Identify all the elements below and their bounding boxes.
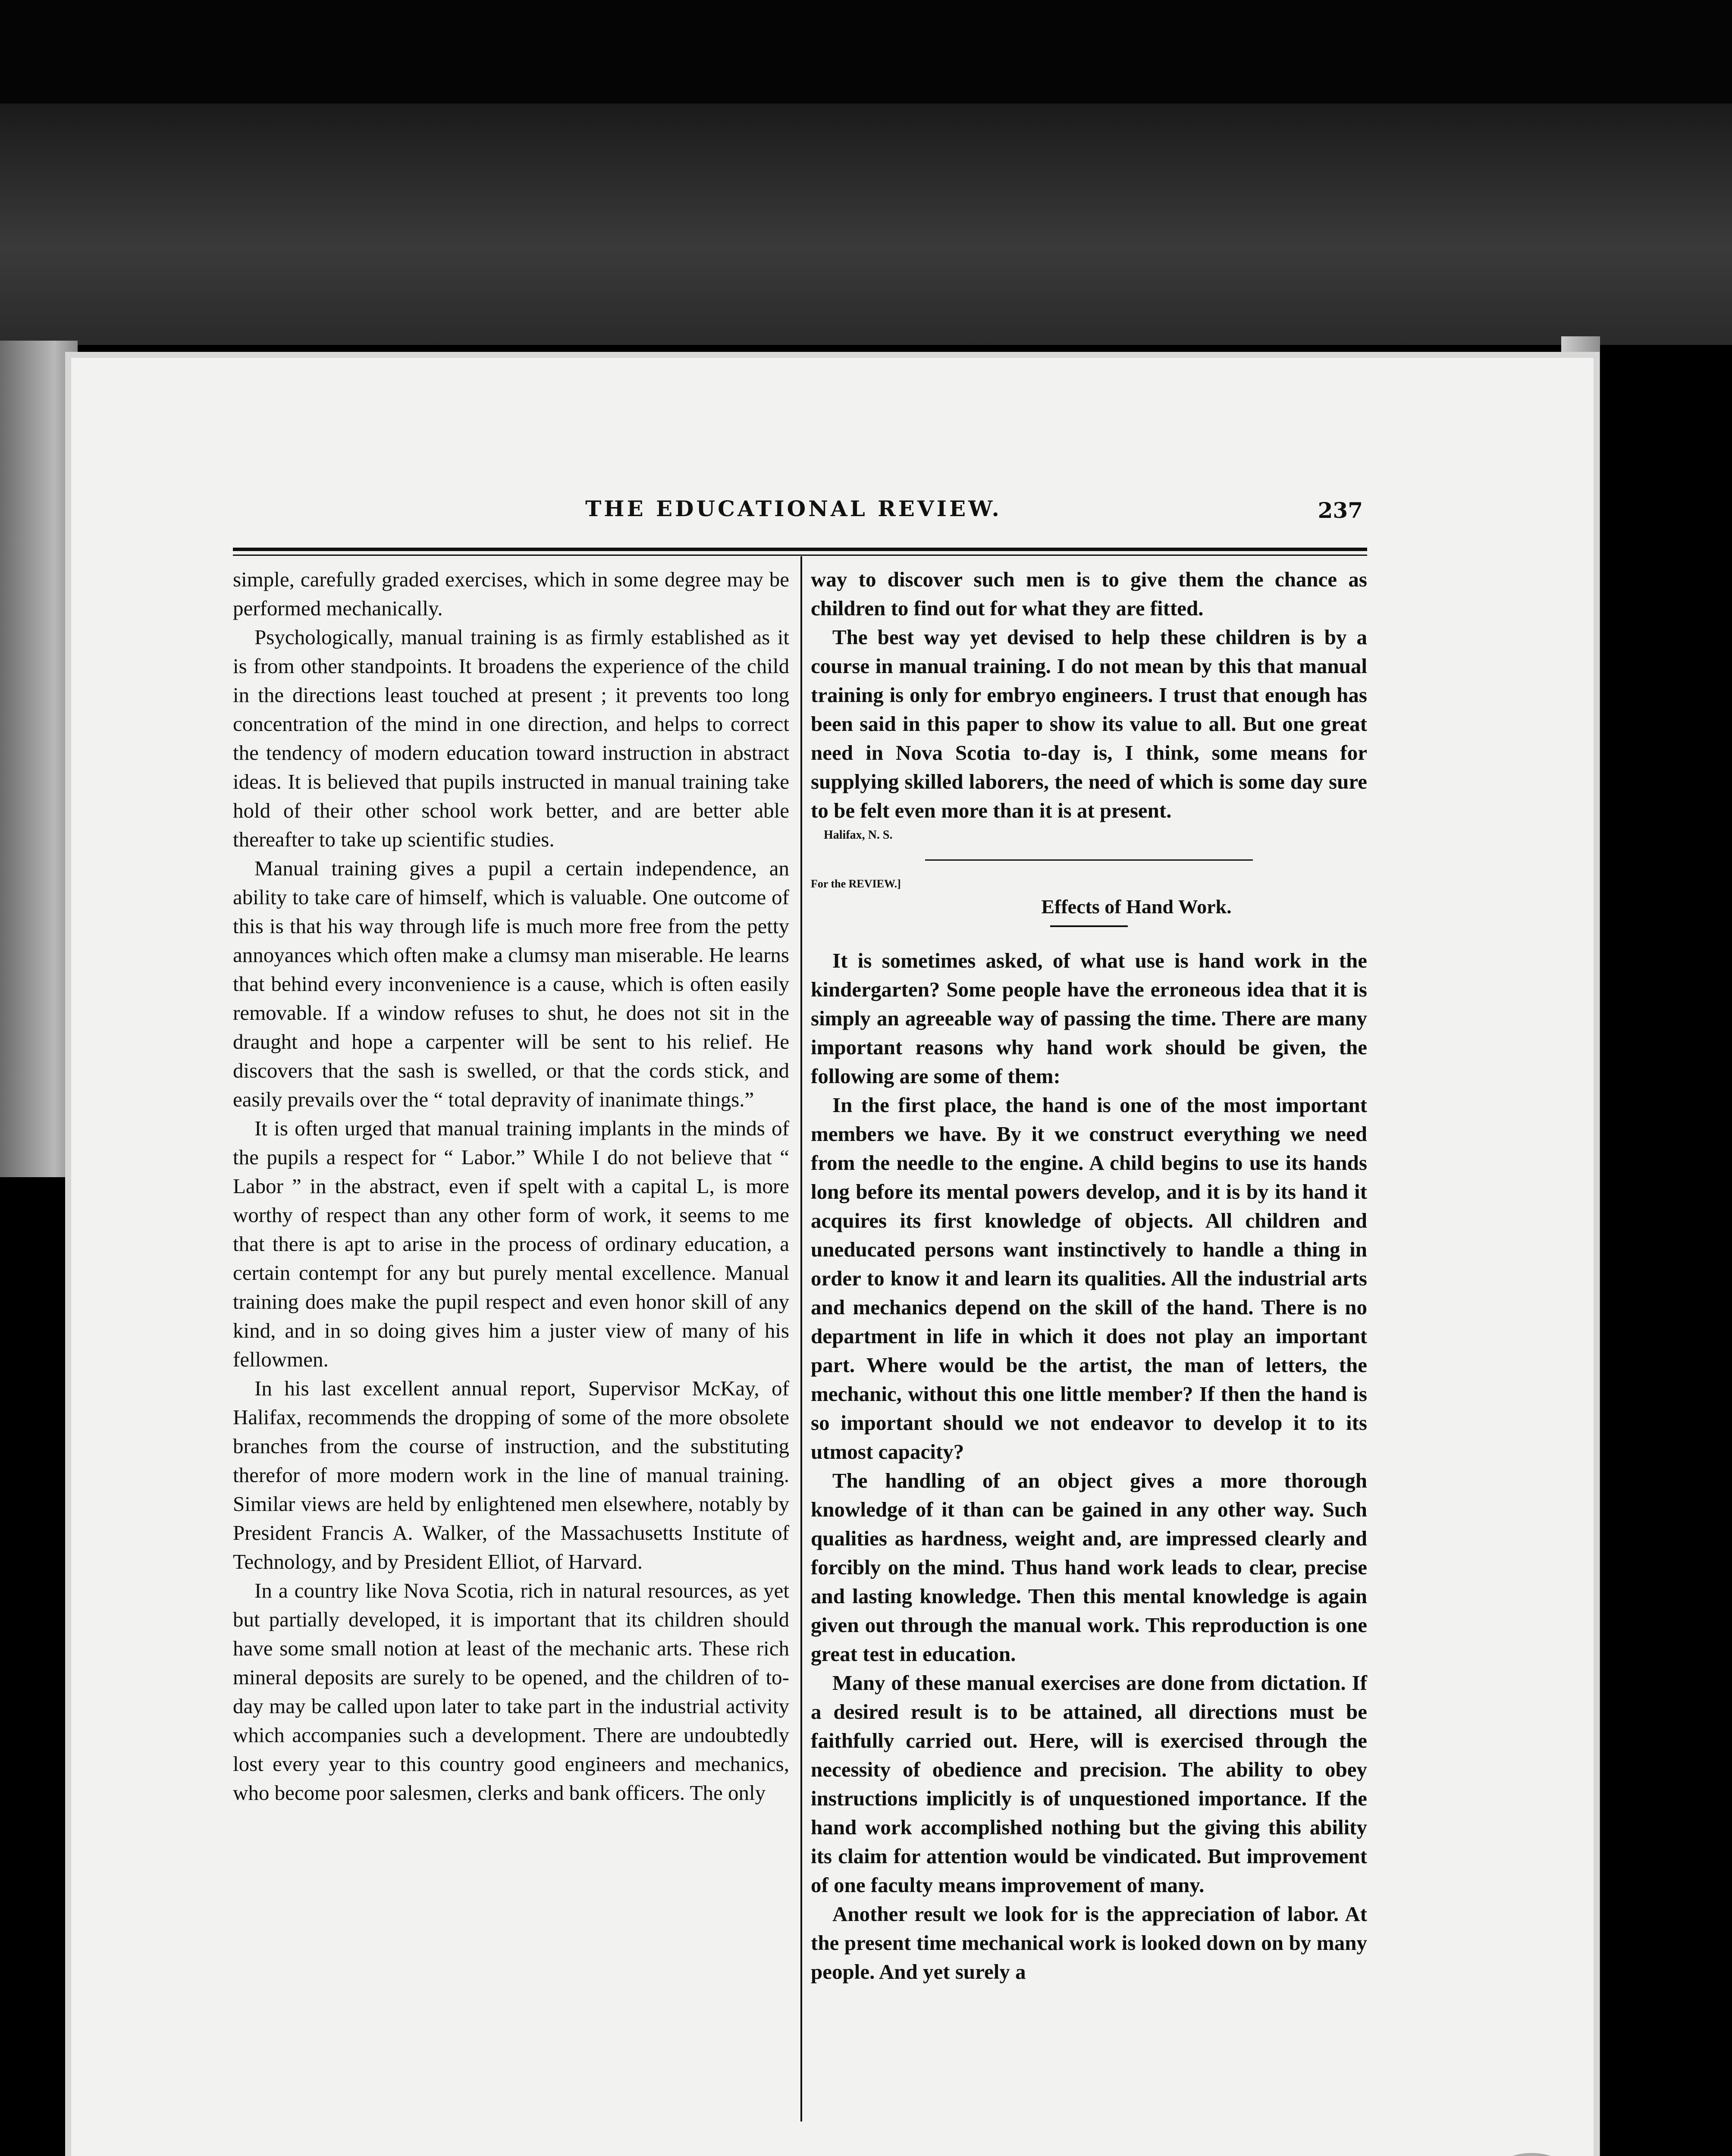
- author-location: Halifax, N. S.: [824, 828, 893, 842]
- header-rule-thick: [233, 548, 1367, 551]
- right-column: [811, 565, 1367, 1986]
- paragraph: The handling of an object gives a more thorough knowledge of it than can be gained in any other way. Such qualities as hardness, weight and, are impressed clearly and forcibly on the mind. Thus hand work leads to clear, precise and lasting knowledge. Then this mental knowledge is again given out through the manual work. This reproduction is one great test in education.: [811, 1469, 1367, 1666]
- paragraph: In the first place, the hand is one of the most important members we have. By it we construct everything we need from the needle to the engine. A child begins to use its hands long before its mental powers develop, and it is by its hand it acquires its first knowledge of objects. All children and uneducated persons want instinctively to handle a thing in order to know it and learn its qualities. All the industrial arts and mechanics depend on the skill of the hand. There is no department in life in which it does not play an important part. Where would be the artist, the man of letters, the mechanic, without this one little member? If then the hand is so important should we not endeavor to develop it to its utmost capacity?: [811, 1093, 1367, 1463]
- header-rule-thin: [233, 555, 1367, 556]
- paragraph: It is sometimes asked, of what use is hand work in the kindergarten? Some people have the erroneous idea that it is simply an agreeable way of passing the time. There are many important reasons why hand work should be given, the following are some of them:: [811, 949, 1367, 1088]
- facing-page-edge: [0, 341, 78, 1177]
- journal-title: THE EDUCATIONAL REVIEW.: [585, 496, 1002, 521]
- paragraph: Another result we look for is the appreciation of labor. At the present time mechanical work is looked down on by many people. And yet surely a: [811, 1902, 1367, 1984]
- paragraph: It is often urged that manual training implants in the minds of the pupils a respect for “ Labor.” While I do not believe that “ Labor ” in the abstract, even if spelt with a capital L, is more worthy of respect than any other form of work, it seems to me that there is apt to arise in the process of ordinary education, a certain contempt for any but purely mental excellence. Manual training does make the pupil respect and even honor skill of any kind, and in so doing gives him a juster view of many of his fellowmen.: [233, 1116, 789, 1371]
- for-review-label: For the REVIEW.]: [811, 877, 901, 890]
- left-column: [233, 565, 789, 1807]
- paragraph: Manual training gives a pupil a certain independence, an ability to take care of himself, which is valuable. One outcome of this is that his way through life is much more free from the petty annoyances which often make a clumsy man miserable. He learns that behind every inconvenience is a cause, which is often easily removable. If a window refuses to shut, he does not sit in the draught and hope a carpenter will be sent to his relief. He discovers that the sash is swelled, or that the cords stick, and easily prevails over the “ total depravity of inanimate things.”: [233, 856, 789, 1111]
- title-rule: [1050, 925, 1128, 927]
- scan-top-border: [0, 0, 1732, 103]
- article-title: Effects of Hand Work.: [1041, 896, 1232, 918]
- page-number: 237: [1318, 498, 1363, 523]
- paragraph: In his last excellent annual report, Supervisor McKay, of Halifax, recommends the dropping of some of the more obsolete branches from the course of instruction, and the substituting therefor of more modern work in the line of manual training. Similar views are held by enlightened men elsewhere, notably by President Francis A. Walker, of the Massachusetts Institute of Technology, and by President Elliot, of Harvard.: [233, 1376, 789, 1573]
- paragraph: The best way yet devised to help these children is by a course in manual training. I do not mean by this that manual training is only for embryo engineers. I trust that enough has been said in this paper to show its value to all. But one great need in Nova Scotia to-day is, I think, some means for supplying skilled laborers, the need of which is some day sure to be felt even more than it is at present.: [811, 625, 1367, 822]
- paragraph: simple, carefully graded exercises, which in some degree may be performed mechanically.: [233, 567, 789, 620]
- section-divider: [925, 859, 1253, 861]
- column-divider: [800, 556, 802, 2122]
- paragraph: In a country like Nova Scotia, rich in natural resources, as yet but partially developed, it is important that its children should have some small notion at least of the mechanic arts. These rich mineral deposits are surely to be opened, and the children of to-day may be called upon later to take part in the industrial activity which accompanies such a development. There are undoubtedly lost every year to this country good engineers and mechanics, who become poor salesmen, clerks and bank officers. The only: [233, 1579, 789, 1805]
- running-header: [224, 496, 1363, 548]
- book-shadow-band: [0, 103, 1732, 345]
- paragraph: Psychologically, manual training is as firmly established as it is from other standpoints. It broadens the experience of the child in the directions least touched at present ; it prevents too long concentration of the mind in one direction, and helps to correct the tendency of modern education toward instruction in abstract ideas. It is believed that pupils instructed in manual training take hold of their other school work better, and are better able thereafter to take up scientific studies.: [233, 625, 789, 851]
- paragraph: way to discover such men is to give them the chance as children to find out for what they are fitted.: [811, 567, 1367, 620]
- paragraph: Many of these manual exercises are done from dictation. If a desired result is to be attained, all directions must be faithfully carried out. Here, will is exercised through the necessity of obedience and precision. The ability to obey instructions implicitly is of unquestioned importance. If the hand work accomplished nothing but the giving this ability its claim for attention would be vindicated. But improvement of one faculty means improvement of many.: [811, 1671, 1367, 1897]
